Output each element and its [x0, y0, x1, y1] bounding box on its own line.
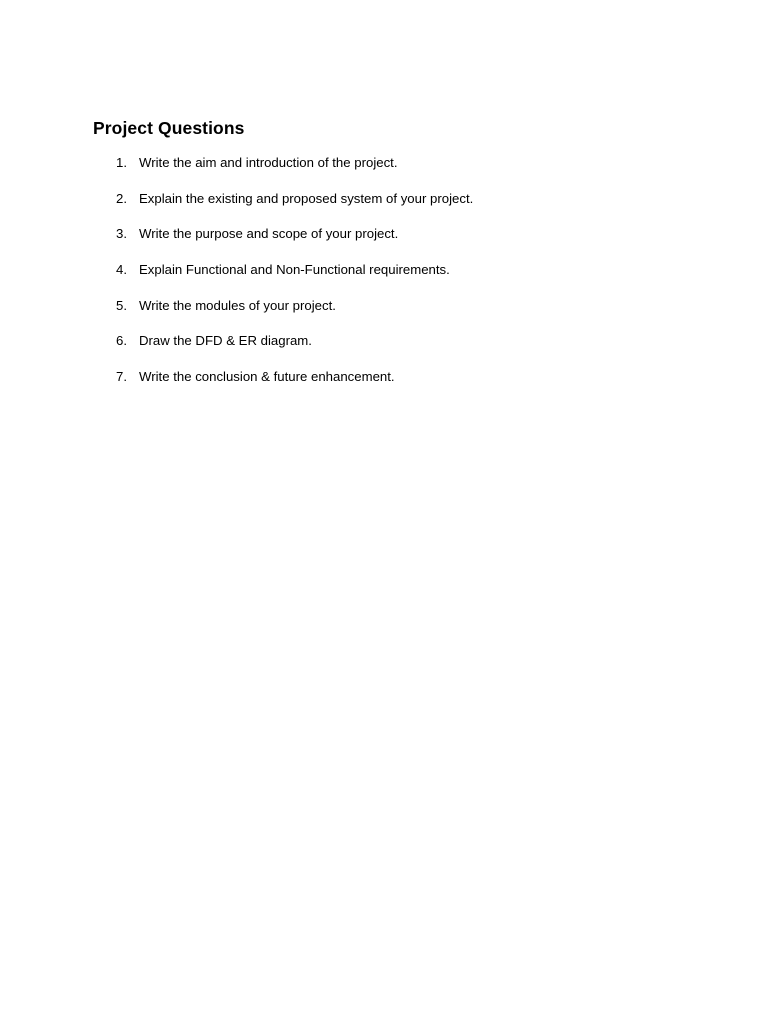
question-number: 2. [116, 190, 127, 206]
question-text: Write the conclusion & future enhancement. [139, 369, 395, 385]
question-number: 6. [116, 333, 127, 349]
question-number: 1. [116, 155, 127, 170]
question-text: Write the modules of your project. [139, 297, 336, 313]
question-text: Explain Functional and Non-Functional requirements. [139, 262, 450, 278]
question-text: Explain the existing and proposed system of your project. [139, 190, 474, 206]
page-title: Project Questions [93, 118, 245, 138]
question-text: Write the purpose and scope of your project. [139, 226, 399, 242]
question-number: 5. [116, 297, 127, 313]
question-text: Draw the DFD & ER diagram. [139, 333, 312, 349]
question-number: 7. [116, 369, 127, 385]
question-number: 4. [116, 262, 127, 278]
question-text: Write the aim and introduction of the project. [139, 155, 398, 170]
question-number: 3. [116, 226, 127, 242]
